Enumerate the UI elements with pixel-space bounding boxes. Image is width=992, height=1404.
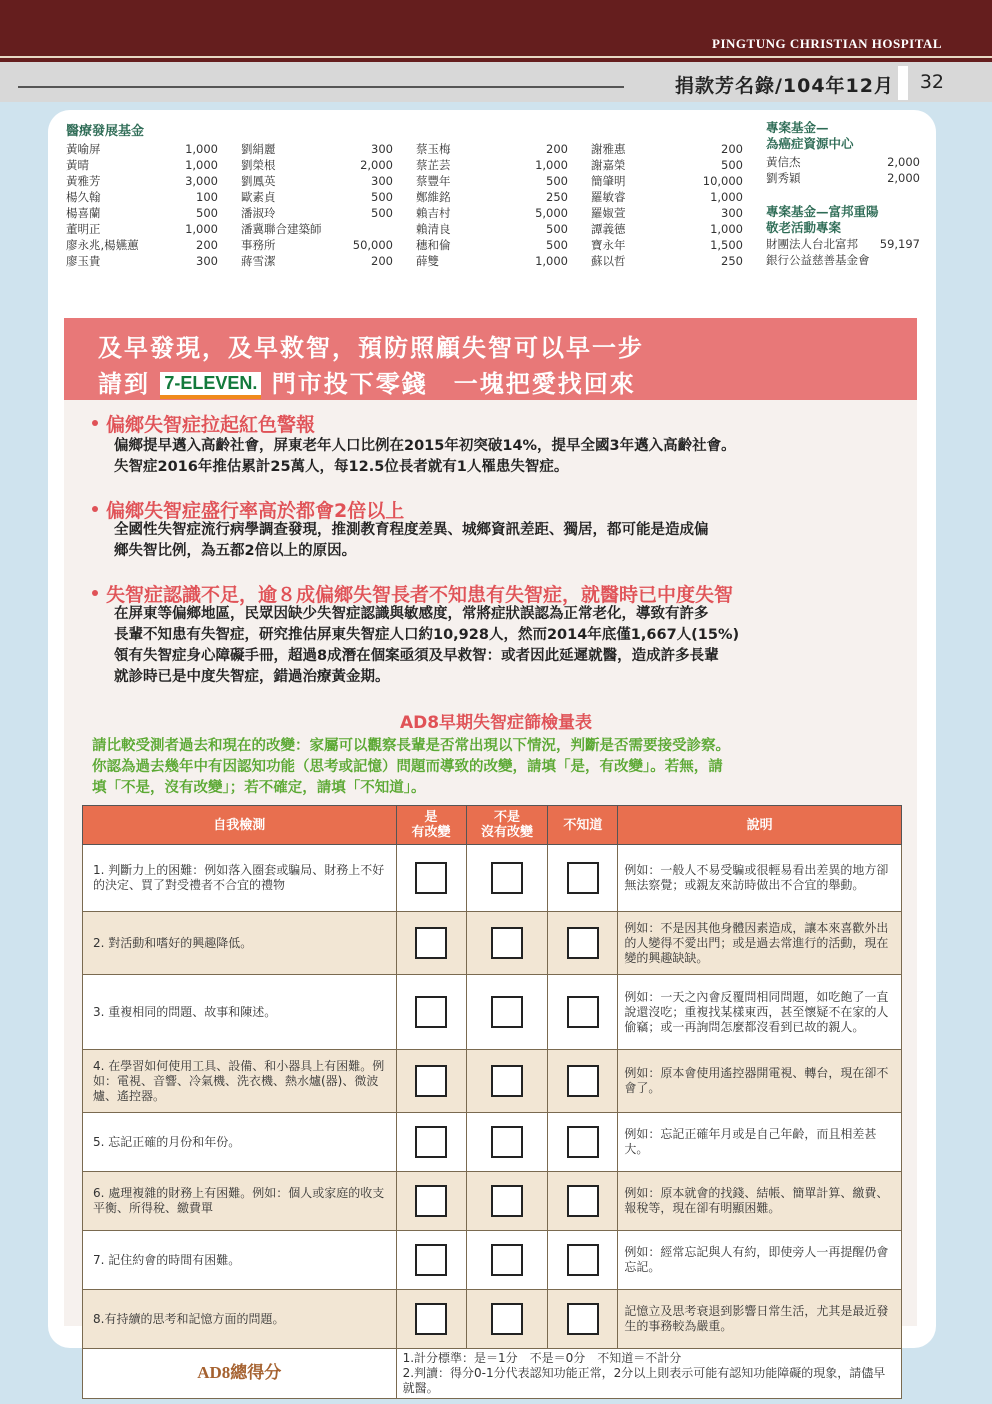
checkbox-yes[interactable] bbox=[415, 927, 447, 959]
donor-row bbox=[241, 205, 393, 221]
donor-row bbox=[241, 157, 393, 173]
donor-name: 穗和倫 bbox=[416, 238, 451, 252]
donor-name: 劉榮根 bbox=[241, 158, 276, 172]
item-explanation: 例如：原本就會的找錢、結帳、簡單計算、繳費、報稅等，現在卻有明顯困難。 bbox=[618, 1172, 902, 1231]
donor-name: 鄭維銘 bbox=[416, 190, 451, 204]
table-header-row bbox=[83, 806, 902, 845]
section-heading: 偏鄉失智症盛行率高於都會2倍以上 bbox=[92, 496, 404, 523]
donor-row bbox=[66, 189, 218, 205]
donor-name: 羅婌萱 bbox=[591, 206, 626, 220]
top-bar bbox=[0, 0, 992, 62]
header-divider bbox=[898, 66, 908, 100]
donor-row bbox=[591, 221, 743, 237]
banner-line-2 bbox=[98, 364, 636, 399]
bullet-icon bbox=[92, 420, 98, 426]
donor-amount: 1,000 bbox=[185, 158, 218, 172]
item-question: 3. 重複相同的問題、故事和陳述。 bbox=[83, 975, 397, 1050]
header-rule bbox=[18, 86, 624, 88]
checkbox-unknown[interactable] bbox=[567, 1244, 599, 1276]
item-explanation: 例如：忘記正確年月或是自己年齡，而且相差甚大。 bbox=[618, 1113, 902, 1172]
ad8-item-row bbox=[83, 1050, 902, 1113]
donor-amount: 500 bbox=[371, 190, 393, 204]
section-heading: 偏鄉失智症拉起紅色警報 bbox=[92, 410, 315, 437]
project-2-title-1: 專案基金—富邦重陽 bbox=[766, 204, 879, 219]
donor-amount: 1,000 bbox=[535, 254, 568, 268]
top-rule bbox=[0, 56, 992, 58]
donor-row bbox=[416, 221, 568, 237]
donor-amount: 10,000 bbox=[702, 174, 743, 188]
item-explanation: 記憶立及思考衰退到影響日常生活，尤其是最近發生的事務較為嚴重。 bbox=[618, 1290, 902, 1349]
project-1-title-2: 為癌症資源中心 bbox=[766, 136, 854, 151]
donor-amount: 300 bbox=[721, 206, 743, 220]
ad8-item-row bbox=[83, 1231, 902, 1290]
donor-row bbox=[66, 253, 218, 269]
donor-row bbox=[241, 237, 393, 253]
checkbox-cell-yes bbox=[396, 912, 466, 975]
item-question: 5. 忘記正確的月份和年份。 bbox=[83, 1113, 397, 1172]
project-1-title-1: 專案基金— bbox=[766, 120, 829, 135]
donor-amount: 2,000 bbox=[360, 158, 393, 172]
donor-row bbox=[416, 237, 568, 253]
donor-name: 簡肇明 bbox=[591, 174, 626, 188]
donor-amount: 1,000 bbox=[710, 222, 743, 236]
donor-row bbox=[66, 157, 218, 173]
donor-row bbox=[241, 189, 393, 205]
donor-name: 謝嘉榮 bbox=[591, 158, 626, 172]
donor-name: 寶永年 bbox=[591, 238, 626, 252]
checkbox-unknown[interactable] bbox=[567, 927, 599, 959]
donor-name: 蔡玉梅 bbox=[416, 142, 451, 156]
checkbox-yes[interactable] bbox=[415, 862, 447, 894]
checkbox-no[interactable] bbox=[491, 1065, 523, 1097]
donor-amount: 250 bbox=[546, 190, 568, 204]
checkbox-cell-unknown bbox=[548, 912, 618, 975]
checkbox-cell-unknown bbox=[548, 845, 618, 912]
checkbox-no[interactable] bbox=[491, 996, 523, 1028]
checkbox-yes[interactable] bbox=[415, 1126, 447, 1158]
item-question: 1. 判斷力上的困難：例如落入圈套或騙局、財務上不好的決定、買了對受禮者不合宜的禮物 bbox=[83, 845, 397, 912]
checkbox-cell-unknown bbox=[548, 975, 618, 1050]
checkbox-cell-unknown bbox=[548, 1172, 618, 1231]
header-self-test: 自我檢測 bbox=[83, 806, 397, 845]
donor-row bbox=[416, 141, 568, 157]
donor-amount: 1,000 bbox=[185, 222, 218, 236]
checkbox-unknown[interactable] bbox=[567, 1303, 599, 1335]
checkbox-cell-unknown bbox=[548, 1050, 618, 1113]
donor-row bbox=[241, 253, 393, 269]
section-heading: 失智症認識不足，逾８成偏鄉失智長者不知患有失智症，就醫時已中度失智 bbox=[92, 580, 733, 607]
checkbox-cell-yes bbox=[396, 1113, 466, 1172]
checkbox-no[interactable] bbox=[491, 1126, 523, 1158]
section-body: 偏鄉提早邁入高齡社會，屏東老年人口比例在2015年初突破14%，提早全國3年邁入高齡社會。 失智症2016年推估累計25萬人，每12.5位長者就有1人罹患失智症。 bbox=[114, 438, 736, 475]
total-row bbox=[83, 1349, 902, 1399]
checkbox-cell-no bbox=[466, 845, 548, 912]
seven-eleven-logo: 7-ELEVEN. bbox=[160, 372, 261, 399]
donor-amount: 1,500 bbox=[710, 238, 743, 252]
donor-amount: 1,000 bbox=[710, 190, 743, 204]
ad8-item-row bbox=[83, 1290, 902, 1349]
checkbox-cell-yes bbox=[396, 975, 466, 1050]
donor-row bbox=[766, 236, 920, 252]
item-explanation: 例如：經常忘記與人有約，即使旁人一再提醒仍會忘記。 bbox=[618, 1231, 902, 1290]
donor-amount: 500 bbox=[371, 206, 393, 220]
item-explanation: 例如：一天之內會反覆問相同問題，如吃飽了一直說還沒吃；重複找某樣東西，甚至懷疑不在家的人偷竊；或一再詢問怎麼都沒看到已故的親人。 bbox=[618, 975, 902, 1050]
donor-row bbox=[66, 141, 218, 157]
donor-name: 蔡芷芸 bbox=[416, 158, 451, 172]
hospital-name: PINGTUNG CHRISTIAN HOSPITAL bbox=[712, 36, 942, 51]
project-2-title-2: 敬老活動專案 bbox=[766, 220, 842, 235]
ad8-table bbox=[82, 805, 902, 1399]
fund-title: 醫療發展基金 bbox=[66, 124, 145, 139]
donor-row bbox=[241, 221, 393, 237]
checkbox-unknown[interactable] bbox=[567, 996, 599, 1028]
donor-row bbox=[66, 237, 218, 253]
donor-amount: 2,000 bbox=[887, 171, 920, 185]
checkbox-cell-no bbox=[466, 1172, 548, 1231]
checkbox-yes[interactable] bbox=[415, 1244, 447, 1276]
donor-amount: 500 bbox=[546, 174, 568, 188]
ad8-item-row bbox=[83, 1172, 902, 1231]
donor-name: 蔣雪潔 bbox=[241, 254, 276, 268]
donor-name: 劉鳳英 bbox=[241, 174, 276, 188]
ad8-intro: 請比較受測者過去和現在的改變：家屬可以觀察長輩是否常出現以下情況，判斷是否需要接受診察。 你認為過去幾年中有因認知功能（思考或記憶）問題而導致的改變，請填「是，有改變」。若無，請 填「不是，沒有改變」；若不確定，請填「不知道」。 bbox=[92, 738, 730, 796]
donor-amount: 2,000 bbox=[887, 155, 920, 169]
header-yes: 是 有改變 bbox=[396, 806, 466, 845]
checkbox-no[interactable] bbox=[491, 1244, 523, 1276]
donor-name: 譚義德 bbox=[591, 222, 626, 236]
checkbox-cell-unknown bbox=[548, 1290, 618, 1349]
item-explanation: 例如：一般人不易受騙或很輕易看出差異的地方卻無法察覺；或親友來訪時做出不合宜的舉動。 bbox=[618, 845, 902, 912]
donor-row bbox=[241, 141, 393, 157]
page-number: 32 bbox=[919, 71, 944, 93]
checkbox-unknown[interactable] bbox=[567, 1185, 599, 1217]
donor-row bbox=[591, 237, 743, 253]
donor-name: 蔡豐年 bbox=[416, 174, 451, 188]
donor-amount: 200 bbox=[371, 254, 393, 268]
donor-row bbox=[416, 157, 568, 173]
checkbox-no[interactable] bbox=[491, 1185, 523, 1217]
donor-name: 歐素貞 bbox=[241, 190, 276, 204]
ad8-item-row bbox=[83, 975, 902, 1050]
donor-column bbox=[241, 141, 393, 269]
banner-prefix: 請到 bbox=[98, 370, 150, 398]
donor-name: 廖玉貴 bbox=[66, 254, 101, 268]
checkbox-yes[interactable] bbox=[415, 1065, 447, 1097]
donor-amount: 1,000 bbox=[185, 142, 218, 156]
donor-amount: 300 bbox=[196, 254, 218, 268]
checkbox-cell-no bbox=[466, 975, 548, 1050]
checkbox-no[interactable] bbox=[491, 1303, 523, 1335]
donor-row bbox=[66, 205, 218, 221]
donor-name: 劉絹麗 bbox=[241, 142, 276, 156]
donor-amount: 250 bbox=[721, 254, 743, 268]
donor-name: 廖永兆,楊嬿蕙 bbox=[66, 238, 139, 252]
donor-row bbox=[416, 189, 568, 205]
donor-row bbox=[66, 221, 218, 237]
score-rule: 1.計分標準：是＝1分 不是＝0分 不知道＝不計分 bbox=[402, 1351, 682, 1365]
donor-row bbox=[591, 141, 743, 157]
checkbox-cell-no bbox=[466, 1290, 548, 1349]
checkbox-cell-yes bbox=[396, 1050, 466, 1113]
donor-amount: 300 bbox=[371, 142, 393, 156]
section-body: 在屏東等偏鄉地區，民眾因缺少失智症認識與敏感度，常將症狀誤認為正常老化，導致有許多 長輩不知患有失智症，研究推估屏東失智症人口約10,928人，然而2014年底僅1,667人(15%) 領有失智症身心障礙手冊，超過8成潛在個案亟須及早救智：或者因此延遲就醫，造成許多長輩 就診時已是中度失智症，錯過治療黃金期。 bbox=[114, 606, 740, 685]
checkbox-unknown[interactable] bbox=[567, 1126, 599, 1158]
donor-row bbox=[591, 205, 743, 221]
donor-column bbox=[416, 141, 568, 269]
donor-name: 黃晴 bbox=[66, 158, 89, 172]
item-question: 4. 在學習如何使用工具、設備、和小器具上有困難。例如：電視、音響、冷氣機、洗衣機、熱水爐(器)、微波爐、遙控器。 bbox=[83, 1050, 397, 1113]
section-title: 捐款芳名錄/104年12月 bbox=[674, 75, 894, 97]
checkbox-unknown[interactable] bbox=[567, 1065, 599, 1097]
checkbox-cell-yes bbox=[396, 845, 466, 912]
page-header bbox=[0, 62, 992, 102]
checkbox-yes[interactable] bbox=[415, 1303, 447, 1335]
donor-amount: 500 bbox=[721, 158, 743, 172]
ad8-item-row bbox=[83, 845, 902, 912]
item-question: 6. 處理複雜的財務上有困難。例如：個人或家庭的收支平衡、所得稅、繳費單 bbox=[83, 1172, 397, 1231]
project-fund-1 bbox=[766, 120, 920, 186]
donor-amount: 5,000 bbox=[535, 206, 568, 220]
donor-row bbox=[766, 170, 920, 186]
donor-amount: 200 bbox=[196, 238, 218, 252]
score-interpretation: 2.判讀：得分0-1分代表認知功能正常，2分以上則表示可能有認知功能障礙的現象，請儘早就醫。 bbox=[402, 1366, 886, 1395]
donor-name: 潘淑玲 bbox=[241, 206, 276, 220]
donor-amount: 500 bbox=[546, 238, 568, 252]
donor-row bbox=[591, 253, 743, 269]
donor-row bbox=[766, 252, 920, 268]
donor-name: 黃喻屏 bbox=[66, 142, 101, 156]
ad8-title: AD8早期失智症篩檢量表 bbox=[399, 713, 593, 733]
checkbox-yes[interactable] bbox=[415, 1185, 447, 1217]
donor-name: 劉秀穎 bbox=[766, 171, 801, 185]
item-question: 7. 記住約會的時間有困難。 bbox=[83, 1231, 397, 1290]
donor-name: 黃信杰 bbox=[766, 155, 801, 169]
checkbox-no[interactable] bbox=[491, 862, 523, 894]
donor-name: 楊喜蘭 bbox=[66, 206, 101, 220]
donor-row bbox=[766, 154, 920, 170]
ad8-item-row bbox=[83, 912, 902, 975]
donor-name: 事務所 bbox=[241, 238, 276, 252]
donor-name: 賴清良 bbox=[416, 222, 451, 236]
item-question: 8.有持續的思考和記憶方面的問題。 bbox=[83, 1290, 397, 1349]
item-explanation: 例如：不是因其他身體因素造成，讓本來喜歡外出的人變得不愛出門；或是過去常進行的活動，現在變的興趣缺缺。 bbox=[618, 912, 902, 975]
item-explanation: 例如：原本會使用遙控器開電視、轉台，現在卻不會了。 bbox=[618, 1050, 902, 1113]
project-fund-2 bbox=[766, 204, 920, 268]
banner-suffix: 門市投下零錢 一塊把愛找回來 bbox=[271, 370, 636, 398]
donor-column bbox=[591, 141, 743, 269]
donor-name: 謝雅惠 bbox=[591, 142, 626, 156]
donor-name: 董明正 bbox=[66, 222, 101, 236]
donor-name: 蘇以哲 bbox=[591, 254, 626, 268]
donor-amount: 1,000 bbox=[535, 158, 568, 172]
campaign-banner bbox=[64, 318, 917, 400]
item-question: 2. 對活動和嗜好的興趣降低。 bbox=[83, 912, 397, 975]
donor-column bbox=[66, 141, 218, 269]
donor-amount: 200 bbox=[546, 142, 568, 156]
checkbox-cell-unknown bbox=[548, 1231, 618, 1290]
donor-name: 財團法人台北富邦 bbox=[766, 237, 858, 251]
donor-amount: 59,197 bbox=[879, 237, 920, 251]
ad8-item-row bbox=[83, 1113, 902, 1172]
donor-amount: 500 bbox=[196, 206, 218, 220]
donor-row bbox=[591, 189, 743, 205]
donor-row bbox=[591, 173, 743, 189]
total-label-cell bbox=[83, 1349, 397, 1399]
checkbox-unknown[interactable] bbox=[567, 862, 599, 894]
donor-name: 薛雙 bbox=[416, 254, 439, 268]
donor-row bbox=[241, 173, 393, 189]
section-body: 全國性失智症流行病學調查發現，推測教育程度差異、城鄉資訊差距、獨居，都可能是造成偏 鄉失智比例，為五都2倍以上的原因。 bbox=[114, 522, 709, 559]
checkbox-cell-no bbox=[466, 1050, 548, 1113]
total-label: AD8總得分 bbox=[197, 1363, 282, 1382]
donor-name: 賴吉村 bbox=[416, 206, 451, 220]
checkbox-cell-yes bbox=[396, 1231, 466, 1290]
checkbox-cell-unknown bbox=[548, 1113, 618, 1172]
bullet-icon bbox=[92, 590, 98, 596]
donor-name: 楊久翰 bbox=[66, 190, 101, 204]
bullet-icon bbox=[92, 506, 98, 512]
donor-name: 銀行公益慈善基金會 bbox=[766, 253, 870, 267]
donor-row bbox=[416, 253, 568, 269]
checkbox-yes[interactable] bbox=[415, 996, 447, 1028]
donor-amount: 200 bbox=[721, 142, 743, 156]
donor-amount: 100 bbox=[196, 190, 218, 204]
donor-amount: 3,000 bbox=[185, 174, 218, 188]
checkbox-cell-no bbox=[466, 1231, 548, 1290]
donor-row bbox=[416, 173, 568, 189]
donor-amount: 50,000 bbox=[352, 238, 393, 252]
donor-amount: 300 bbox=[371, 174, 393, 188]
header-explain: 說明 bbox=[618, 806, 902, 845]
checkbox-no[interactable] bbox=[491, 927, 523, 959]
checkbox-cell-no bbox=[466, 912, 548, 975]
banner-line-1: 及早發現，及早救智，預防照顧失智可以早一步 bbox=[98, 334, 644, 362]
donor-name: 羅敏睿 bbox=[591, 190, 626, 204]
checkbox-cell-yes bbox=[396, 1290, 466, 1349]
donor-name: 黃雅芳 bbox=[66, 174, 101, 188]
donor-row bbox=[416, 205, 568, 221]
donor-row bbox=[66, 173, 218, 189]
scoring-notes bbox=[396, 1349, 901, 1399]
donor-row bbox=[591, 157, 743, 173]
header-unknown: 不知道 bbox=[548, 806, 618, 845]
checkbox-cell-no bbox=[466, 1113, 548, 1172]
donor-name: 潘冀聯合建築師 bbox=[241, 222, 322, 236]
header-no: 不是 沒有改變 bbox=[466, 806, 548, 845]
donor-amount: 500 bbox=[546, 222, 568, 236]
checkbox-cell-yes bbox=[396, 1172, 466, 1231]
